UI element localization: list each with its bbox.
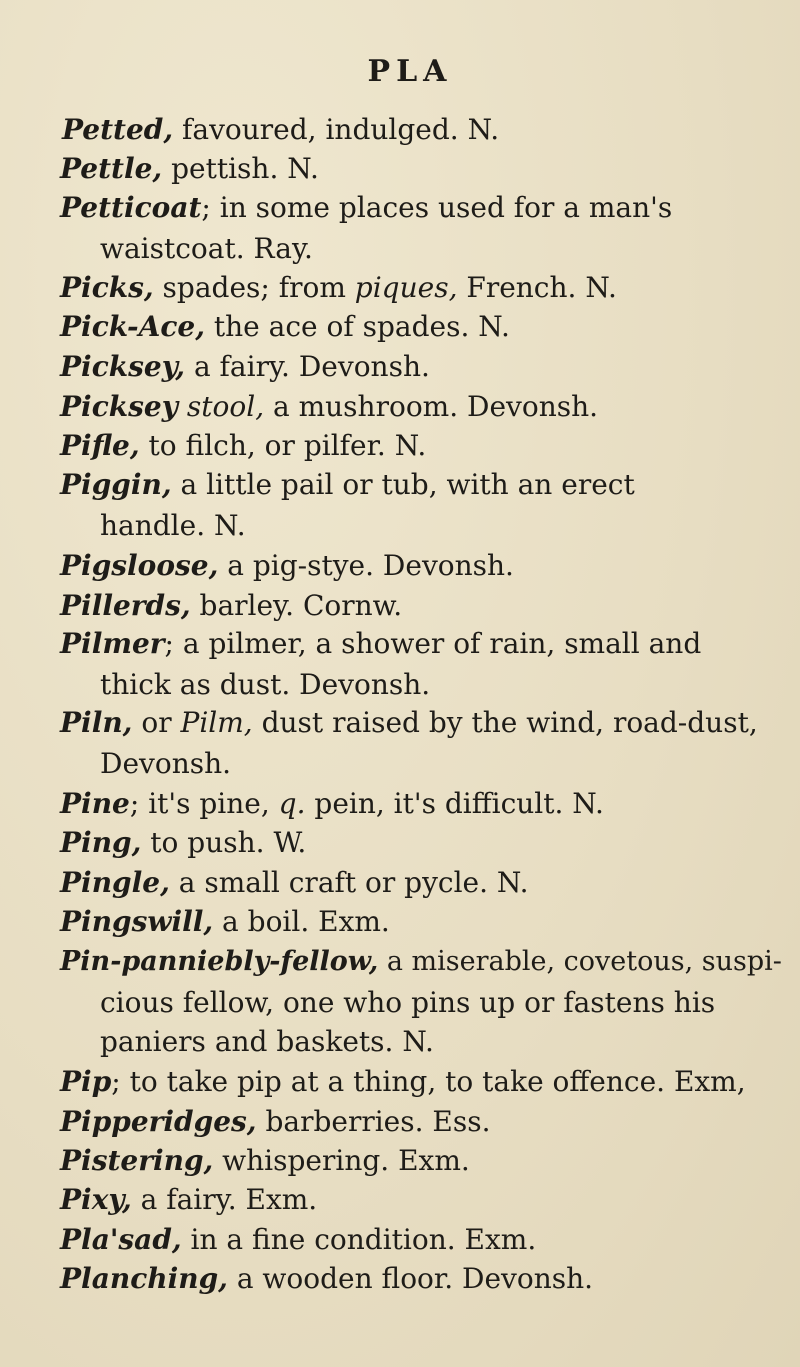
entry-headword: Pigsloose, xyxy=(60,549,219,582)
entry-italic-term: stool, xyxy=(178,390,265,423)
entry-definition: barberries. Ess. xyxy=(256,1105,491,1138)
entry-headword: Piggin, xyxy=(60,468,172,501)
entry-definition: pettish. N. xyxy=(162,152,319,185)
entry-headword: Pixy, xyxy=(60,1183,132,1216)
entry-definition: in a fine condition. Exm. xyxy=(181,1223,537,1256)
entry-definition: a wooden floor. Devonsh. xyxy=(227,1262,594,1295)
entry-definition: the ace of spades. N. xyxy=(204,310,510,343)
entry-line xyxy=(60,1182,788,1218)
entry-line xyxy=(62,112,790,148)
entry-definition: to push. W. xyxy=(141,826,307,859)
entry-headword: Petticoat xyxy=(60,191,202,224)
entry-headword: Picksey xyxy=(60,390,178,423)
entry-definition: ; a pilmer, a shower of rain, small and xyxy=(164,627,702,660)
entry-headword: Pettle, xyxy=(60,152,163,185)
entry-definition: or xyxy=(132,706,181,739)
entry-line xyxy=(60,825,788,861)
entry-line xyxy=(60,151,788,187)
entry-headword: Piln, xyxy=(60,706,133,739)
entry-continuation: thick as dust. Devonsh. xyxy=(100,668,431,701)
entry-line xyxy=(60,349,788,385)
entry-definition-cont: dust raised by the wind, road-dust, xyxy=(252,706,758,739)
entry-definition: a boil. Exm. xyxy=(213,905,390,938)
entry-line xyxy=(60,786,788,822)
entry-headword: Pick-Ace, xyxy=(60,310,205,343)
entry-headword: Pingswill, xyxy=(60,905,214,938)
entry-definition: ; in some places used for a man's xyxy=(201,191,673,224)
entry-headword: Pipperidges, xyxy=(60,1105,257,1138)
entry-headword: Picksey, xyxy=(60,350,186,383)
entry-headword: Pingle, xyxy=(60,866,170,899)
entry-definition: spades; from xyxy=(153,271,355,304)
entry-continuation: waistcoat. Ray. xyxy=(100,232,313,265)
entry-definition-cont: French. N. xyxy=(457,271,617,304)
entry-definition: a miserable, covetous, suspi- xyxy=(378,946,782,977)
entry-line xyxy=(60,548,788,584)
entry-line xyxy=(60,1064,788,1100)
entry-definition: a fairy. Devonsh. xyxy=(185,350,430,383)
entry-headword: Pip xyxy=(60,1065,112,1098)
entry-line xyxy=(60,944,788,980)
entry-italic-term: piques, xyxy=(354,271,458,304)
entry-continuation: paniers and baskets. N. xyxy=(100,1025,434,1058)
entry-line xyxy=(60,309,788,345)
entry-definition: to filch, or pilfer. N. xyxy=(139,429,427,462)
entry-definition: a little pail or tub, with an erect xyxy=(171,468,635,501)
entry-definition: whispering. Exm. xyxy=(213,1144,470,1177)
entry-line xyxy=(60,705,788,741)
entry-definition: a fairy. Exm. xyxy=(131,1183,318,1216)
entry-headword: Ping, xyxy=(60,826,142,859)
entry-line xyxy=(60,1104,788,1140)
entry-headword: Pin-panniebly-fellow, xyxy=(60,946,379,977)
entry-line xyxy=(60,904,788,940)
entry-line xyxy=(60,1261,788,1297)
entry-line xyxy=(60,270,788,306)
entry-headword: Pistering, xyxy=(60,1144,214,1177)
entry-headword: Pilmer xyxy=(60,627,165,660)
entry-definition: favoured, indulged. N. xyxy=(173,113,500,146)
entry-definition: ; it's pine, xyxy=(129,787,279,820)
entry-line xyxy=(60,389,788,425)
entry-line xyxy=(60,588,788,624)
entry-continuation: handle. N. xyxy=(100,509,246,542)
entry-line xyxy=(60,190,788,226)
running-head: PLA xyxy=(367,54,453,89)
entry-definition: barley. Cornw. xyxy=(190,589,403,622)
entry-headword: Pillerds, xyxy=(60,589,191,622)
entry-headword: Picks, xyxy=(60,271,154,304)
entry-continuation: cious fellow, one who pins up or fastens his xyxy=(100,986,716,1019)
entry-definition-cont: pein, it's difficult. N. xyxy=(305,787,604,820)
entry-headword: Pine xyxy=(60,787,130,820)
entry-definition-cont: a mushroom. Devonsh. xyxy=(264,390,599,423)
entry-headword: Pifle, xyxy=(60,429,140,462)
entry-line xyxy=(60,1222,788,1258)
entry-headword: Planching, xyxy=(60,1262,228,1295)
entry-definition: a small craft or pycle. N. xyxy=(169,866,529,899)
entry-headword: Petted, xyxy=(62,113,174,146)
entry-definition: a pig-stye. Devonsh. xyxy=(218,549,514,582)
entry-italic-term: q. xyxy=(278,787,306,820)
entry-continuation: Devonsh. xyxy=(100,747,232,780)
entry-line xyxy=(60,428,788,464)
entry-line xyxy=(60,865,788,901)
entry-italic-term: Pilm, xyxy=(180,706,253,739)
entry-definition: ; to take pip at a thing, to take offence. Exm, xyxy=(111,1065,746,1098)
entry-headword: Pla'sad, xyxy=(60,1223,182,1256)
entry-line xyxy=(60,467,788,503)
entry-line xyxy=(60,626,788,662)
entry-line xyxy=(60,1143,788,1179)
